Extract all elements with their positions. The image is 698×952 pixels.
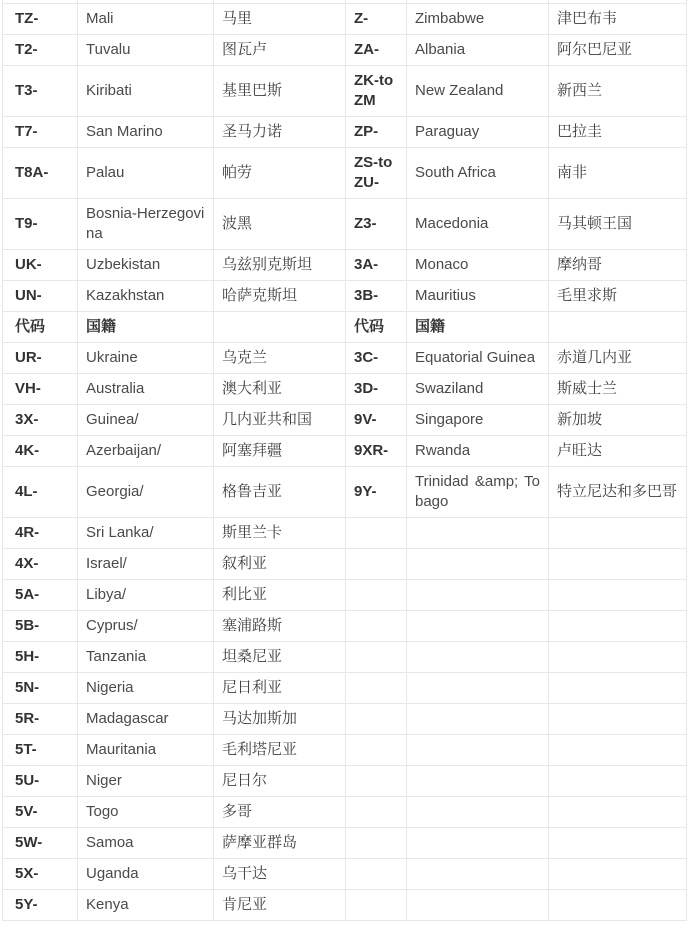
country-zh-cell: 乌克兰 [214,343,346,374]
code-cell: ZK-to ZM [346,66,407,117]
code-cell: 4R- [3,518,78,549]
country-en-cell: Zimbabwe [407,4,549,35]
country-en-cell: Niger [78,766,214,797]
country-zh-cell: 帕劳 [214,148,346,199]
country-en-cell: Sri Lanka/ [78,518,214,549]
code-cell [346,890,407,921]
country-zh-cell: 澳大利亚 [214,374,346,405]
country-zh-cell [549,859,687,890]
country-zh-cell [549,797,687,828]
country-en-cell [407,890,549,921]
country-zh-cell: 马里 [214,4,346,35]
country-zh-cell: 利比亚 [214,580,346,611]
country-en-cell [407,704,549,735]
country-zh-cell: 基里巴斯 [214,66,346,117]
code-cell: VH- [3,374,78,405]
table-row [3,374,687,405]
table-row [3,436,687,467]
country-en-cell: Tanzania [78,642,214,673]
country-zh-cell: 圣马力诺 [214,117,346,148]
header-row [3,312,687,343]
country-en-cell: Palau [78,148,214,199]
country-en-cell: South Africa [407,148,549,199]
country-en-cell: Ukraine [78,343,214,374]
country-en-cell: Kazakhstan [78,281,214,312]
country-en-cell: Bosnia-Herzegovina [78,199,214,250]
country-en-cell [407,828,549,859]
country-en-cell: Israel/ [78,549,214,580]
country-en-cell: Kiribati [78,66,214,117]
table-row [3,828,687,859]
code-cell [346,766,407,797]
table-row [3,343,687,374]
table-row [3,405,687,436]
code-cell: 3B- [346,281,407,312]
table-row [3,611,687,642]
table-row [3,35,687,66]
country-en-cell: Guinea/ [78,405,214,436]
code-cell: 9Y- [346,467,407,518]
country-zh-cell: 斯里兰卡 [214,518,346,549]
country-zh-cell: 巴拉圭 [549,117,687,148]
country-en-cell [407,580,549,611]
code-cell [346,859,407,890]
country-en-cell: Trinidad &amp; Tobago [407,467,549,518]
country-en-cell: San Marino [78,117,214,148]
table-row [3,673,687,704]
table-row [3,580,687,611]
code-cell: TZ- [3,4,78,35]
country-zh-cell: 图瓦卢 [214,35,346,66]
country-en-cell: Macedonia [407,199,549,250]
country-zh-cell: 毛里求斯 [549,281,687,312]
column-header-cell: 国籍 [407,312,549,343]
code-cell: 5W- [3,828,78,859]
country-zh-cell [549,735,687,766]
country-en-cell [407,766,549,797]
country-en-cell [407,518,549,549]
country-zh-cell: 津巴布韦 [549,4,687,35]
code-cell: 5N- [3,673,78,704]
country-zh-cell [549,518,687,549]
code-cell: 3X- [3,405,78,436]
code-cell: T9- [3,199,78,250]
country-en-cell: Azerbaijan/ [78,436,214,467]
country-zh-cell: 斯威士兰 [549,374,687,405]
country-en-cell: Rwanda [407,436,549,467]
country-zh-cell: 特立尼达和多巴哥 [549,467,687,518]
country-zh-cell: 阿塞拜疆 [214,436,346,467]
code-cell: 3D- [346,374,407,405]
table-row [3,735,687,766]
country-zh-cell: 几内亚共和国 [214,405,346,436]
code-cell [346,828,407,859]
code-cell: 4K- [3,436,78,467]
country-en-cell: Nigeria [78,673,214,704]
table-row [3,890,687,921]
country-en-cell: Georgia/ [78,467,214,518]
country-en-cell: Mali [78,4,214,35]
table-row [3,467,687,518]
code-cell: T3- [3,66,78,117]
country-zh-cell: 乌兹别克斯坦 [214,250,346,281]
code-cell: 5X- [3,859,78,890]
country-en-cell: Kenya [78,890,214,921]
country-en-cell: Togo [78,797,214,828]
country-zh-cell: 肯尼亚 [214,890,346,921]
country-en-cell: Swaziland [407,374,549,405]
country-zh-cell [549,890,687,921]
code-cell: 5U- [3,766,78,797]
code-cell [346,549,407,580]
country-zh-cell: 萨摩亚群岛 [214,828,346,859]
country-zh-cell: 赤道几内亚 [549,343,687,374]
country-zh-cell [549,611,687,642]
country-zh-cell [549,828,687,859]
country-zh-cell: 叙利亚 [214,549,346,580]
country-en-cell: Mauritius [407,281,549,312]
table-row [3,148,687,199]
country-en-cell: Madagascar [78,704,214,735]
table-row [3,797,687,828]
country-zh-cell: 马其顿王国 [549,199,687,250]
table-row [3,66,687,117]
country-en-cell: Paraguay [407,117,549,148]
country-zh-cell: 阿尔巴尼亚 [549,35,687,66]
country-en-cell: Samoa [78,828,214,859]
table-row [3,4,687,35]
code-cell: ZA- [346,35,407,66]
table-row [3,766,687,797]
code-cell: ZS-to ZU- [346,148,407,199]
country-zh-cell: 卢旺达 [549,436,687,467]
table-row [3,281,687,312]
country-zh-cell [549,549,687,580]
column-header-cell: 国籍 [78,312,214,343]
code-cell: 5H- [3,642,78,673]
country-en-cell: Tuvalu [78,35,214,66]
code-cell: T8A- [3,148,78,199]
code-cell: 3C- [346,343,407,374]
country-en-cell: Cyprus/ [78,611,214,642]
code-cell [346,797,407,828]
country-zh-cell: 多哥 [214,797,346,828]
country-en-cell [407,642,549,673]
code-cell [346,580,407,611]
country-en-cell [407,797,549,828]
code-cell: 5B- [3,611,78,642]
country-zh-cell [549,766,687,797]
code-cell: 3A- [346,250,407,281]
country-en-cell: Equatorial Guinea [407,343,549,374]
country-en-cell [407,549,549,580]
code-cell: 4L- [3,467,78,518]
country-en-cell: Singapore [407,405,549,436]
country-en-cell [407,859,549,890]
country-zh-cell: 坦桑尼亚 [214,642,346,673]
table-body [3,0,687,921]
country-zh-cell: 波黑 [214,199,346,250]
table-row [3,859,687,890]
code-cell: UN- [3,281,78,312]
table-row [3,199,687,250]
code-cell [346,642,407,673]
country-zh-cell: 格鲁吉亚 [214,467,346,518]
column-header-cell: 代码 [346,312,407,343]
code-cell: 9XR- [346,436,407,467]
column-header-cell [214,312,346,343]
column-header-cell [549,312,687,343]
code-cell: T2- [3,35,78,66]
country-en-cell: Albania [407,35,549,66]
code-cell: T7- [3,117,78,148]
code-cell: 9V- [346,405,407,436]
code-cell [346,735,407,766]
country-en-cell [407,735,549,766]
code-cell [346,673,407,704]
table-row [3,642,687,673]
code-cell [346,518,407,549]
table-row [3,250,687,281]
table-row [3,549,687,580]
code-cell [346,611,407,642]
country-zh-cell [549,673,687,704]
country-zh-cell: 南非 [549,148,687,199]
code-cell: 5T- [3,735,78,766]
country-en-cell: Australia [78,374,214,405]
country-zh-cell: 新加坡 [549,405,687,436]
code-cell: 4X- [3,549,78,580]
code-cell: ZP- [346,117,407,148]
country-zh-cell: 马达加斯加 [214,704,346,735]
country-code-table [2,0,687,921]
country-zh-cell [549,704,687,735]
country-zh-cell: 新西兰 [549,66,687,117]
code-cell: UR- [3,343,78,374]
table-row [3,518,687,549]
country-en-cell: New Zealand [407,66,549,117]
code-cell: Z3- [346,199,407,250]
country-zh-cell: 哈萨克斯坦 [214,281,346,312]
code-cell [346,704,407,735]
country-en-cell: Libya/ [78,580,214,611]
code-cell: UK- [3,250,78,281]
country-zh-cell: 毛利塔尼亚 [214,735,346,766]
code-cell: Z- [346,4,407,35]
code-cell: 5Y- [3,890,78,921]
country-en-cell [407,673,549,704]
country-en-cell: Mauritania [78,735,214,766]
country-en-cell: Uzbekistan [78,250,214,281]
country-en-cell: Monaco [407,250,549,281]
country-en-cell: Uganda [78,859,214,890]
country-zh-cell: 乌干达 [214,859,346,890]
country-zh-cell: 尼日利亚 [214,673,346,704]
code-cell: 5R- [3,704,78,735]
code-cell: 5V- [3,797,78,828]
country-zh-cell [549,580,687,611]
column-header-cell: 代码 [3,312,78,343]
country-zh-cell: 尼日尔 [214,766,346,797]
country-en-cell [407,611,549,642]
country-zh-cell: 摩纳哥 [549,250,687,281]
country-zh-cell [549,642,687,673]
table-row [3,704,687,735]
country-zh-cell: 塞浦路斯 [214,611,346,642]
code-cell: 5A- [3,580,78,611]
table-row [3,117,687,148]
